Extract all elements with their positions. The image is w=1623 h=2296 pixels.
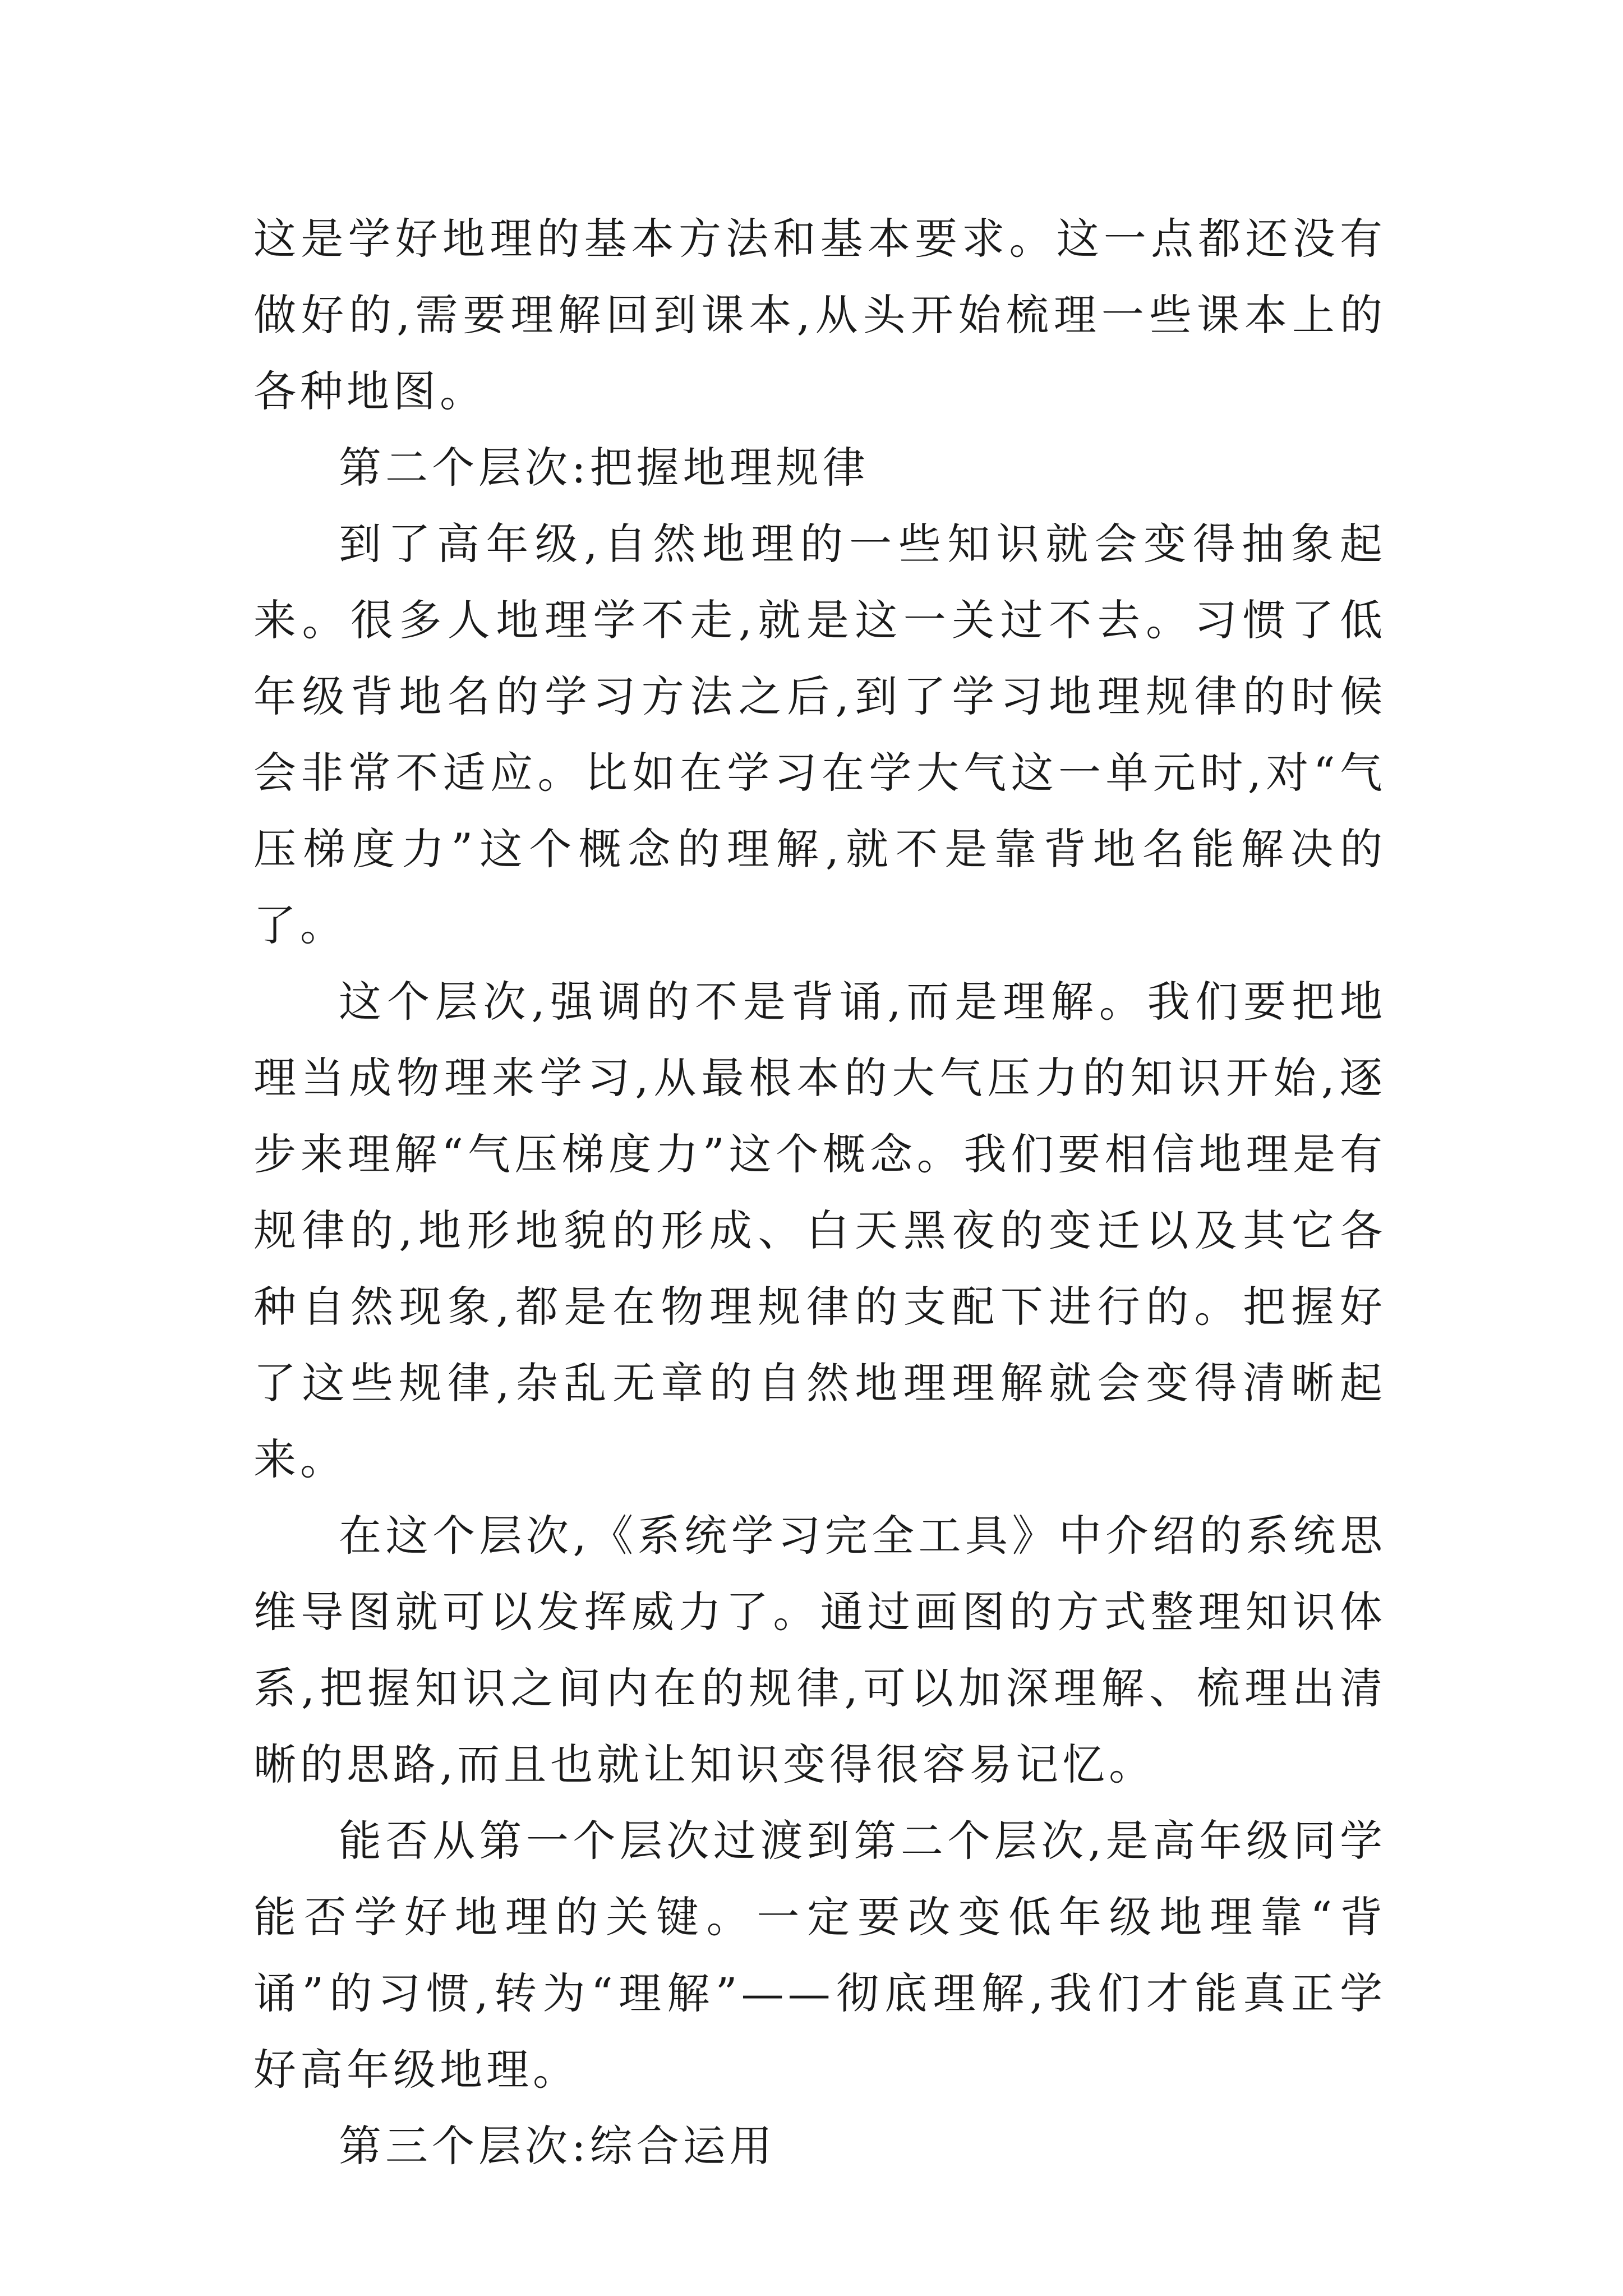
paragraph-5: 能否从第一个层次过渡到第二个层次,是高年级同学能否学好地理的关键。一定要改变低年级地理靠“背诵”的习惯,转为“理解”——彻底理解,我们才能真正学好高年级地理。	[253, 1816, 1386, 2095]
section-heading-level-2: 第二个层次:把握地理规律	[339, 443, 869, 493]
document-body	[253, 201, 1386, 2184]
section-heading-level-3: 第三个层次:综合运用	[339, 2121, 776, 2171]
paragraph-3: 这个层次,强调的不是背诵,而是理解。我们要把地理当成物理来学习,从最根本的大气压力的知识开始,逐步来理解“气压梯度力”这个概念。我们要相信地理是有规律的,地形地貌的形成、白天黑夜的变迁以及其它各种自然现象,都是在物理规律的支配下进行的。把握好了这些规律,杂乱无章的自然地理理解就会变得清晰起来。	[253, 977, 1386, 1484]
paragraph-1: 这是学好地理的基本方法和基本要求。这一点都还没有做好的,需要理解回到课本,从头开始梳理一些课本上的各种地图。	[253, 214, 1386, 416]
paragraph-4: 在这个层次,《系统学习完全工具》中介绍的系统思维导图就可以发挥威力了。通过画图的方式整理知识体系,把握知识之间内在的规律,可以加深理解、梳理出清晰的思路,而且也就让知识变得很容易记忆。	[253, 1511, 1386, 1789]
paragraph-2: 到了高年级,自然地理的一些知识就会变得抽象起来。很多人地理学不走,就是这一关过不去。习惯了低年级背地名的学习方法之后,到了学习地理规律的时候会非常不适应。比如在学习在学大气这一单元时,对“气压梯度力”这个概念的理解,就不是靠背地名能解决的了。	[253, 519, 1386, 950]
